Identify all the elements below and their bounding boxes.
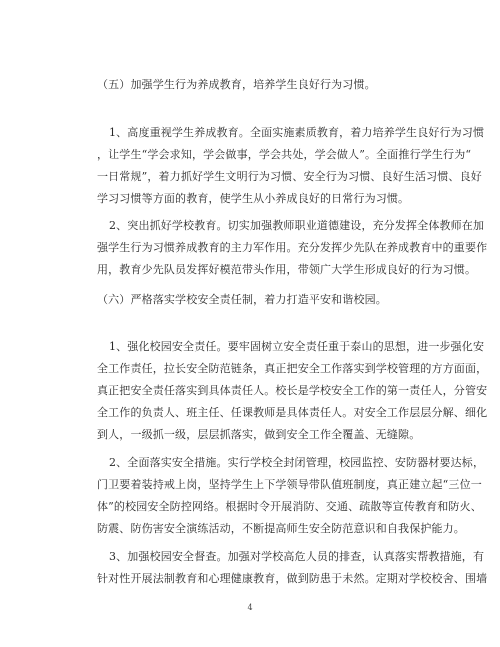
paragraph-line: 用，教育少先队员发挥好模范带头作用，带领广大学生形成良好的行为习惯。: [97, 263, 477, 276]
section-heading-5: [97, 74, 417, 96]
paragraph-line: 学习习惯等方面的教育，使学生从小养成良好的日常行为习惯。: [97, 192, 410, 205]
paragraph-line: 1、高度重视学生养成教育。全面实施素质教育，着力培养学生良好行为习惯: [109, 126, 485, 139]
paragraph-line: 一日常规”，着力抓好学生文明行为习惯、安全行为习惯、良好生活习惯、良好: [97, 170, 482, 183]
paragraph-line: ，让学生“学会求知，学会做事，学会共处，学会做人”。全面推行学生行为“: [97, 148, 472, 161]
paragraph-line: 全工作的负责人、班主任、任课教师是具体责任人。对安全工作层层分解、细化: [97, 406, 488, 419]
section-heading-6: [97, 289, 417, 311]
paragraph-line: 门卫要着装持戒上岗，坚持学生上下学领导带队值班制度，真正建立起“三位一: [97, 478, 482, 491]
paragraph-line: 1、强化校园安全责任。要牢固树立安全责任重于泰山的思想，进一步强化安: [109, 340, 485, 353]
paragraph-line: 防震、防伤害安全演练活动，不断提高师生安全防范意识和自我保护能力。: [97, 522, 465, 535]
paragraph-line: 针对性开展法制教育和心理健康教育，做到防患于未然。定期对学校校舍、围墙: [97, 572, 488, 585]
paragraph-6-1: [97, 336, 488, 446]
paragraph-line: 全工作责任，拉长安全防范链条，真正把安全工作落实到学校管理的方方面面，: [97, 362, 488, 375]
paragraph-5-1: [97, 122, 485, 210]
paragraph-6-3: [97, 546, 488, 590]
paragraph-line: 强学生行为习惯养成教育的主力军作用。充分发挥少先队在养成教育中的重要作: [97, 241, 488, 254]
paragraph-line: 3、加强校园安全督查。加强对学校高危人员的排查，认真落实帮教措施，有: [109, 550, 485, 563]
paragraph-line: 体”的校园安全防控网络。根据时令开展消防、交通、疏散等宣传教育和防火、: [97, 500, 482, 513]
paragraph-6-2: [97, 452, 485, 540]
paragraph-line: 2、全面落实安全措施。实行学校全封闭管理，校园监控、安防器材要达标，: [109, 456, 485, 469]
paragraph-5-2: [97, 215, 488, 281]
heading-line: （五）加强学生行为养成教育，培养学生良好行为习惯。: [97, 78, 376, 91]
paragraph-line: 真正把安全责任落实到具体责任人。校长是学校安全工作的第一责任人，分管安: [97, 384, 488, 397]
page-number: 4: [247, 603, 253, 612]
paragraph-line: 到人，一级抓一级，层层抓落实，做到安全工作全覆盖、无缝隙。: [97, 428, 421, 441]
heading-line: （六）严格落实学校安全责任制，着力打造平安和谐校园。: [97, 293, 387, 306]
paragraph-line: 2、突出抓好学校教育。切实加强教师职业道德建设，充分发挥全体教师在加: [109, 219, 485, 232]
